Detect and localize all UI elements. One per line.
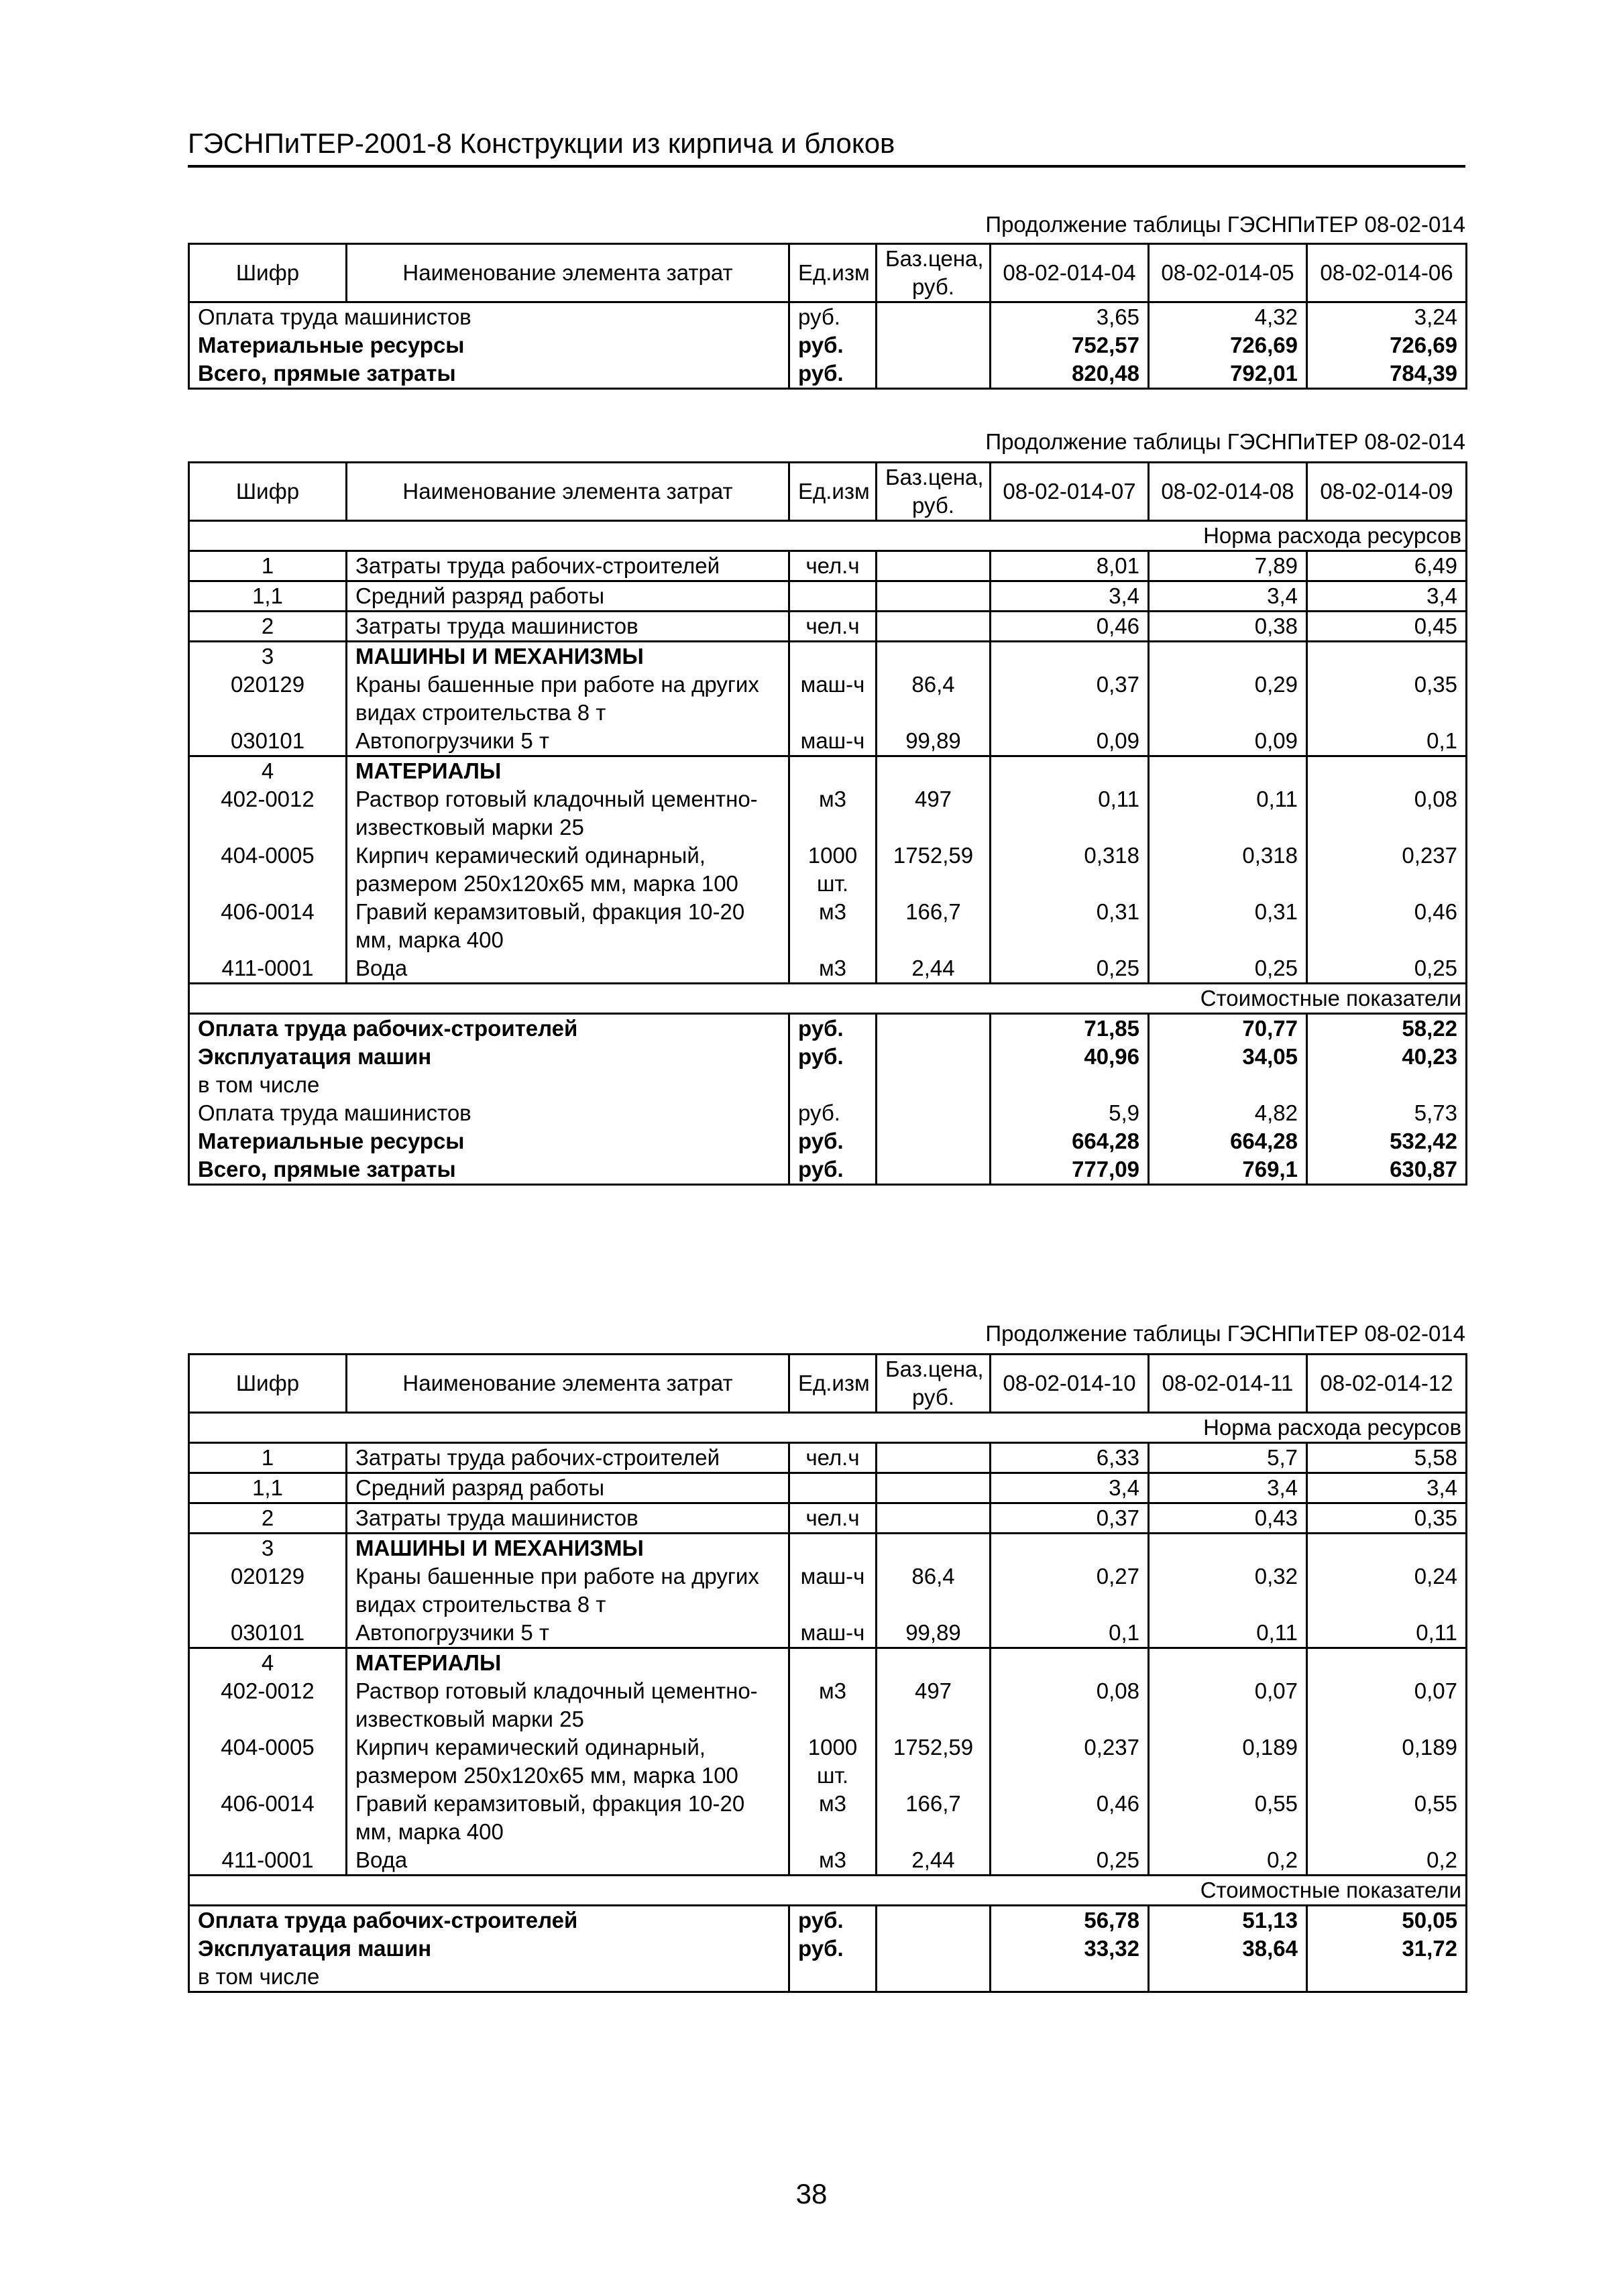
- resource-unit: маш-ч: [789, 671, 877, 727]
- value-cell: 664,28: [991, 1127, 1149, 1155]
- value-cell: 0,43: [1149, 1503, 1307, 1534]
- value-cell: 532,42: [1307, 1127, 1467, 1155]
- resource-row: [189, 1503, 1467, 1534]
- cost-label: Всего, прямые затраты: [189, 1155, 789, 1185]
- value-cell: 0,55: [1307, 1790, 1467, 1846]
- resource-base-price: [877, 551, 991, 581]
- value-cell: 6,49: [1307, 551, 1467, 581]
- resource-code: 030101: [189, 1619, 347, 1648]
- value-cell: 0,1: [991, 1619, 1149, 1648]
- resource-name: Затраты труда машинистов: [347, 612, 789, 642]
- table3: [188, 1353, 1465, 1993]
- value-cell: 0,27: [991, 1562, 1149, 1619]
- resource-row: [189, 612, 1467, 642]
- resource-unit: маш-ч: [789, 727, 877, 756]
- resource-base-price: 166,7: [877, 1790, 991, 1846]
- cost-row: [189, 1099, 1467, 1127]
- value-cell: 31,72: [1307, 1935, 1467, 1963]
- value-cell: 6,33: [991, 1443, 1149, 1473]
- cost-row: [189, 359, 1467, 389]
- resource-unit: [789, 1473, 877, 1503]
- col-variant-1-header: 08-02-014-04: [991, 244, 1149, 302]
- resource-name: Краны башенные при работе на других видах строительства 8 т: [347, 1562, 789, 1619]
- cost-unit: [789, 1963, 877, 1992]
- resource-row: [189, 1846, 1467, 1876]
- value-cell: 664,28: [1149, 1127, 1307, 1155]
- value-cell: [1307, 1648, 1467, 1678]
- cost-row: [189, 1935, 1467, 1963]
- value-cell: 3,4: [1149, 581, 1307, 612]
- cost-row: [189, 1963, 1467, 1992]
- resource-code: 411-0001: [189, 954, 347, 984]
- value-cell: 0,11: [991, 785, 1149, 842]
- empty-price-cell: [877, 1014, 991, 1043]
- resource-name: Краны башенные при работе на других видах строительства 8 т: [347, 671, 789, 727]
- value-cell: 0,38: [1149, 612, 1307, 642]
- value-cell: 3,4: [991, 1473, 1149, 1503]
- resource-row: [189, 898, 1467, 954]
- value-cell: 7,89: [1149, 551, 1307, 581]
- value-cell: 820,48: [991, 359, 1149, 389]
- resource-name: Раствор готовый кладочный цементно-известковый марки 25: [347, 1677, 789, 1733]
- resource-name: МАШИНЫ И МЕХАНИЗМЫ: [347, 642, 789, 671]
- resource-name: Вода: [347, 954, 789, 984]
- cost-unit: руб.: [789, 1935, 877, 1963]
- cost-unit: руб.: [789, 1906, 877, 1935]
- value-cell: 0,11: [1149, 1619, 1307, 1648]
- value-cell: 56,78: [991, 1906, 1149, 1935]
- col-variant-1-header: 08-02-014-10: [991, 1355, 1149, 1413]
- cost-row: [189, 1071, 1467, 1099]
- cost-label: Материальные ресурсы: [189, 1127, 789, 1155]
- empty-price-cell: [877, 302, 991, 332]
- value-cell: 0,35: [1307, 671, 1467, 727]
- resource-code: 2: [189, 1503, 347, 1534]
- resource-base-price: 2,44: [877, 1846, 991, 1876]
- resource-code: 3: [189, 642, 347, 671]
- value-cell: [1149, 642, 1307, 671]
- value-cell: 50,05: [1307, 1906, 1467, 1935]
- page-number: 38: [795, 2178, 828, 2209]
- col-name-header: Наименование элемента затрат: [347, 244, 789, 302]
- resource-base-price: [877, 1443, 991, 1473]
- value-cell: 0,07: [1149, 1677, 1307, 1733]
- value-cell: 51,13: [1149, 1906, 1307, 1935]
- value-cell: [1307, 642, 1467, 671]
- resource-base-price: [877, 1534, 991, 1563]
- cost-unit: руб.: [789, 1155, 877, 1185]
- value-cell: [1149, 1963, 1307, 1992]
- resource-name: Средний разряд работы: [347, 1473, 789, 1503]
- cost-unit: руб.: [789, 1043, 877, 1071]
- cost-row: [189, 1155, 1467, 1185]
- resource-code: 1: [189, 551, 347, 581]
- value-cell: [991, 1648, 1149, 1678]
- table2: [188, 461, 1465, 1186]
- value-cell: 792,01: [1149, 359, 1307, 389]
- value-cell: 0,09: [991, 727, 1149, 756]
- value-cell: 0,37: [991, 1503, 1149, 1534]
- resource-name: Затраты труда машинистов: [347, 1503, 789, 1534]
- value-cell: 0,45: [1307, 612, 1467, 642]
- value-cell: 784,39: [1307, 359, 1467, 389]
- resource-name: Гравий керамзитовый, фракция 10-20 мм, марка 400: [347, 1790, 789, 1846]
- value-cell: [991, 642, 1149, 671]
- value-cell: 3,4: [991, 581, 1149, 612]
- resource-base-price: [877, 1503, 991, 1534]
- resource-row: [189, 581, 1467, 612]
- value-cell: [1149, 1648, 1307, 1678]
- value-cell: 0,08: [991, 1677, 1149, 1733]
- resource-code: 404-0005: [189, 842, 347, 898]
- value-cell: 40,96: [991, 1043, 1149, 1071]
- resource-unit: [789, 581, 877, 612]
- empty-price-cell: [877, 1963, 991, 1992]
- cost-label: Эксплуатация машин: [189, 1043, 789, 1071]
- resource-name: Автопогрузчики 5 т: [347, 1619, 789, 1648]
- cost-label: в том числе: [189, 1071, 789, 1099]
- cost-row: [189, 331, 1467, 359]
- cost-row: [189, 302, 1467, 332]
- resource-name: Затраты труда рабочих-строителей: [347, 1443, 789, 1473]
- resource-code: 402-0012: [189, 785, 347, 842]
- table3-caption: Продолжение таблицы ГЭСНПиТЕР 08-02-014: [985, 1321, 1465, 1346]
- resource-row: [189, 1790, 1467, 1846]
- value-cell: 0,32: [1149, 1562, 1307, 1619]
- resource-name: Затраты труда рабочих-строителей: [347, 551, 789, 581]
- resource-code: 020129: [189, 671, 347, 727]
- value-cell: 0,25: [991, 954, 1149, 984]
- resource-row: [189, 1677, 1467, 1733]
- value-cell: 769,1: [1149, 1155, 1307, 1185]
- empty-price-cell: [877, 1906, 991, 1935]
- cost-section-label: Стоимостные показатели: [189, 1876, 1467, 1906]
- resource-base-price: [877, 1648, 991, 1678]
- resource-base-price: [877, 612, 991, 642]
- empty-price-cell: [877, 1155, 991, 1185]
- empty-price-cell: [877, 1099, 991, 1127]
- value-cell: 752,57: [991, 331, 1149, 359]
- value-cell: 0,46: [1307, 898, 1467, 954]
- value-cell: 5,7: [1149, 1443, 1307, 1473]
- resource-row: [189, 1473, 1467, 1503]
- resource-name: МАТЕРИАЛЫ: [347, 1648, 789, 1678]
- resource-unit: [789, 756, 877, 786]
- value-cell: 0,25: [1307, 954, 1467, 984]
- value-cell: 34,05: [1149, 1043, 1307, 1071]
- col-unit-header: Ед.изм: [789, 244, 877, 302]
- value-cell: 777,09: [991, 1155, 1149, 1185]
- cost-label: Оплата труда машинистов: [189, 302, 789, 332]
- col-code-header: Шифр: [189, 244, 347, 302]
- value-cell: [991, 1071, 1149, 1099]
- value-cell: 3,4: [1307, 1473, 1467, 1503]
- resource-name: Автопогрузчики 5 т: [347, 727, 789, 756]
- empty-price-cell: [877, 1127, 991, 1155]
- norm-section-label: Норма расхода ресурсов: [189, 1413, 1467, 1443]
- resource-code: 1,1: [189, 1473, 347, 1503]
- value-cell: [991, 1963, 1149, 1992]
- resource-row: [189, 842, 1467, 898]
- value-cell: 38,64: [1149, 1935, 1307, 1963]
- resource-row: [189, 551, 1467, 581]
- resource-row: [189, 1562, 1467, 1619]
- resource-unit: [789, 1648, 877, 1678]
- value-cell: 5,58: [1307, 1443, 1467, 1473]
- resource-base-price: 1752,59: [877, 842, 991, 898]
- value-cell: [991, 756, 1149, 786]
- resource-row: [189, 954, 1467, 984]
- cost-unit: руб.: [789, 359, 877, 389]
- value-cell: 0,31: [1149, 898, 1307, 954]
- cost-label: Оплата труда рабочих-строителей: [189, 1014, 789, 1043]
- value-cell: 58,22: [1307, 1014, 1467, 1043]
- value-cell: 0,07: [1307, 1677, 1467, 1733]
- resource-unit: 1000 шт.: [789, 842, 877, 898]
- col-variant-1-header: 08-02-014-07: [991, 463, 1149, 521]
- resource-base-price: 1752,59: [877, 1733, 991, 1790]
- resource-base-price: 497: [877, 1677, 991, 1733]
- resource-code: 2: [189, 612, 347, 642]
- value-cell: 40,23: [1307, 1043, 1467, 1071]
- empty-price-cell: [877, 331, 991, 359]
- resource-code: 3: [189, 1534, 347, 1563]
- value-cell: 0,189: [1307, 1733, 1467, 1790]
- value-cell: 4,82: [1149, 1099, 1307, 1127]
- value-cell: [1149, 1071, 1307, 1099]
- resource-row: [189, 785, 1467, 842]
- value-cell: 5,73: [1307, 1099, 1467, 1127]
- resource-base-price: 99,89: [877, 727, 991, 756]
- resource-base-price: 497: [877, 785, 991, 842]
- col-price-header: Баз.цена, руб.: [877, 1355, 991, 1413]
- col-price-header: Баз.цена, руб.: [877, 244, 991, 302]
- value-cell: 0,55: [1149, 1790, 1307, 1846]
- resource-base-price: [877, 642, 991, 671]
- value-cell: 0,11: [1149, 785, 1307, 842]
- resource-name: Средний разряд работы: [347, 581, 789, 612]
- col-variant-2-header: 08-02-014-05: [1149, 244, 1307, 302]
- resource-name: МАШИНЫ И МЕХАНИЗМЫ: [347, 1534, 789, 1563]
- resource-base-price: 2,44: [877, 954, 991, 984]
- resource-row: [189, 727, 1467, 756]
- cost-unit: [789, 1071, 877, 1099]
- value-cell: 726,69: [1149, 331, 1307, 359]
- table1: [188, 243, 1465, 390]
- resource-row: [189, 1619, 1467, 1648]
- col-variant-3-header: 08-02-014-09: [1307, 463, 1467, 521]
- value-cell: 0,37: [991, 671, 1149, 727]
- cost-label: Оплата труда рабочих-строителей: [189, 1906, 789, 1935]
- resource-name: Вода: [347, 1846, 789, 1876]
- col-variant-3-header: 08-02-014-12: [1307, 1355, 1467, 1413]
- col-variant-2-header: 08-02-014-11: [1149, 1355, 1307, 1413]
- value-cell: 4,32: [1149, 302, 1307, 332]
- cost-label: Всего, прямые затраты: [189, 359, 789, 389]
- value-cell: 0,24: [1307, 1562, 1467, 1619]
- resource-unit: маш-ч: [789, 1562, 877, 1619]
- col-price-header: Баз.цена, руб.: [877, 463, 991, 521]
- resource-code: 402-0012: [189, 1677, 347, 1733]
- resource-row: [189, 1443, 1467, 1473]
- value-cell: 0,09: [1149, 727, 1307, 756]
- resource-unit: чел.ч: [789, 612, 877, 642]
- resource-unit: м3: [789, 1677, 877, 1733]
- cost-row: [189, 1014, 1467, 1043]
- value-cell: [1149, 756, 1307, 786]
- value-cell: 33,32: [991, 1935, 1149, 1963]
- value-cell: 3,4: [1149, 1473, 1307, 1503]
- resource-unit: [789, 1534, 877, 1563]
- resource-row: [189, 671, 1467, 727]
- cost-unit: руб.: [789, 1127, 877, 1155]
- empty-price-cell: [877, 1935, 991, 1963]
- value-cell: 5,9: [991, 1099, 1149, 1127]
- resource-unit: 1000 шт.: [789, 1733, 877, 1790]
- empty-price-cell: [877, 359, 991, 389]
- cost-row: [189, 1127, 1467, 1155]
- value-cell: 726,69: [1307, 331, 1467, 359]
- value-cell: 0,46: [991, 1790, 1149, 1846]
- resource-unit: м3: [789, 1846, 877, 1876]
- value-cell: 0,1: [1307, 727, 1467, 756]
- resource-row: [189, 1648, 1467, 1678]
- value-cell: [991, 1534, 1149, 1563]
- value-cell: [1307, 1534, 1467, 1563]
- resource-unit: чел.ч: [789, 1443, 877, 1473]
- resource-name: Кирпич керамический одинарный, размером 250х120х65 мм, марка 100: [347, 842, 789, 898]
- cost-label: Оплата труда машинистов: [189, 1099, 789, 1127]
- cost-label: в том числе: [189, 1963, 789, 1992]
- resource-unit: м3: [789, 785, 877, 842]
- resource-unit: [789, 642, 877, 671]
- resource-unit: маш-ч: [789, 1619, 877, 1648]
- resource-base-price: [877, 756, 991, 786]
- resource-base-price: 86,4: [877, 1562, 991, 1619]
- resource-unit: м3: [789, 1790, 877, 1846]
- cost-unit: руб.: [789, 1014, 877, 1043]
- value-cell: 0,2: [1307, 1846, 1467, 1876]
- cost-unit: руб.: [789, 1099, 877, 1127]
- col-code-header: Шифр: [189, 1355, 347, 1413]
- resource-base-price: [877, 1473, 991, 1503]
- value-cell: 0,237: [991, 1733, 1149, 1790]
- resource-base-price: 99,89: [877, 1619, 991, 1648]
- resource-name: МАТЕРИАЛЫ: [347, 756, 789, 786]
- empty-price-cell: [877, 1043, 991, 1071]
- col-code-header: Шифр: [189, 463, 347, 521]
- cost-row: [189, 1906, 1467, 1935]
- resource-row: [189, 1733, 1467, 1790]
- resource-code: 406-0014: [189, 1790, 347, 1846]
- resource-code: 020129: [189, 1562, 347, 1619]
- resource-code: 1,1: [189, 581, 347, 612]
- value-cell: 3,65: [991, 302, 1149, 332]
- norm-section-label: Норма расхода ресурсов: [189, 521, 1467, 551]
- value-cell: [1307, 1071, 1467, 1099]
- resource-name: Кирпич керамический одинарный, размером 250х120х65 мм, марка 100: [347, 1733, 789, 1790]
- col-name-header: Наименование элемента затрат: [347, 1355, 789, 1413]
- resource-unit: м3: [789, 954, 877, 984]
- resource-code: 4: [189, 1648, 347, 1678]
- value-cell: 630,87: [1307, 1155, 1467, 1185]
- value-cell: 0,189: [1149, 1733, 1307, 1790]
- value-cell: [1307, 1963, 1467, 1992]
- value-cell: 0,2: [1149, 1846, 1307, 1876]
- value-cell: 0,11: [1307, 1619, 1467, 1648]
- value-cell: 0,31: [991, 898, 1149, 954]
- resource-unit: м3: [789, 898, 877, 954]
- resource-row: [189, 1534, 1467, 1563]
- resource-name: Раствор готовый кладочный цементно-известковый марки 25: [347, 785, 789, 842]
- resource-code: 411-0001: [189, 1846, 347, 1876]
- resource-code: 406-0014: [189, 898, 347, 954]
- value-cell: 0,35: [1307, 1503, 1467, 1534]
- value-cell: 0,237: [1307, 842, 1467, 898]
- cost-section-label: Стоимостные показатели: [189, 984, 1467, 1014]
- resource-code: 030101: [189, 727, 347, 756]
- value-cell: 0,318: [1149, 842, 1307, 898]
- resource-base-price: 166,7: [877, 898, 991, 954]
- cost-row: [189, 1043, 1467, 1071]
- value-cell: 0,08: [1307, 785, 1467, 842]
- resource-base-price: [877, 581, 991, 612]
- value-cell: 71,85: [991, 1014, 1149, 1043]
- value-cell: 70,77: [1149, 1014, 1307, 1043]
- table2-caption: Продолжение таблицы ГЭСНПиТЕР 08-02-014: [985, 429, 1465, 454]
- col-name-header: Наименование элемента затрат: [347, 463, 789, 521]
- cost-unit: руб.: [789, 331, 877, 359]
- value-cell: 0,46: [991, 612, 1149, 642]
- value-cell: 0,29: [1149, 671, 1307, 727]
- resource-unit: чел.ч: [789, 1503, 877, 1534]
- cost-label: Эксплуатация машин: [189, 1935, 789, 1963]
- cost-unit: руб.: [789, 302, 877, 332]
- value-cell: 0,318: [991, 842, 1149, 898]
- resource-code: 4: [189, 756, 347, 786]
- value-cell: 3,4: [1307, 581, 1467, 612]
- value-cell: 3,24: [1307, 302, 1467, 332]
- table1-caption: Продолжение таблицы ГЭСНПиТЕР 08-02-014: [985, 212, 1465, 237]
- value-cell: 0,25: [991, 1846, 1149, 1876]
- resource-name: Гравий керамзитовый, фракция 10-20 мм, марка 400: [347, 898, 789, 954]
- col-unit-header: Ед.изм: [789, 463, 877, 521]
- resource-code: 404-0005: [189, 1733, 347, 1790]
- col-variant-2-header: 08-02-014-08: [1149, 463, 1307, 521]
- empty-price-cell: [877, 1071, 991, 1099]
- resource-code: 1: [189, 1443, 347, 1473]
- col-variant-3-header: 08-02-014-06: [1307, 244, 1467, 302]
- col-unit-header: Ед.изм: [789, 1355, 877, 1413]
- value-cell: 8,01: [991, 551, 1149, 581]
- resource-row: [189, 642, 1467, 671]
- page-header-title: ГЭСНПиТЕР-2001-8 Конструкции из кирпича и блоков: [188, 125, 1465, 168]
- resource-base-price: 86,4: [877, 671, 991, 727]
- value-cell: 0,25: [1149, 954, 1307, 984]
- resource-unit: чел.ч: [789, 551, 877, 581]
- cost-label: Материальные ресурсы: [189, 331, 789, 359]
- value-cell: [1307, 756, 1467, 786]
- resource-row: [189, 756, 1467, 786]
- value-cell: [1149, 1534, 1307, 1563]
